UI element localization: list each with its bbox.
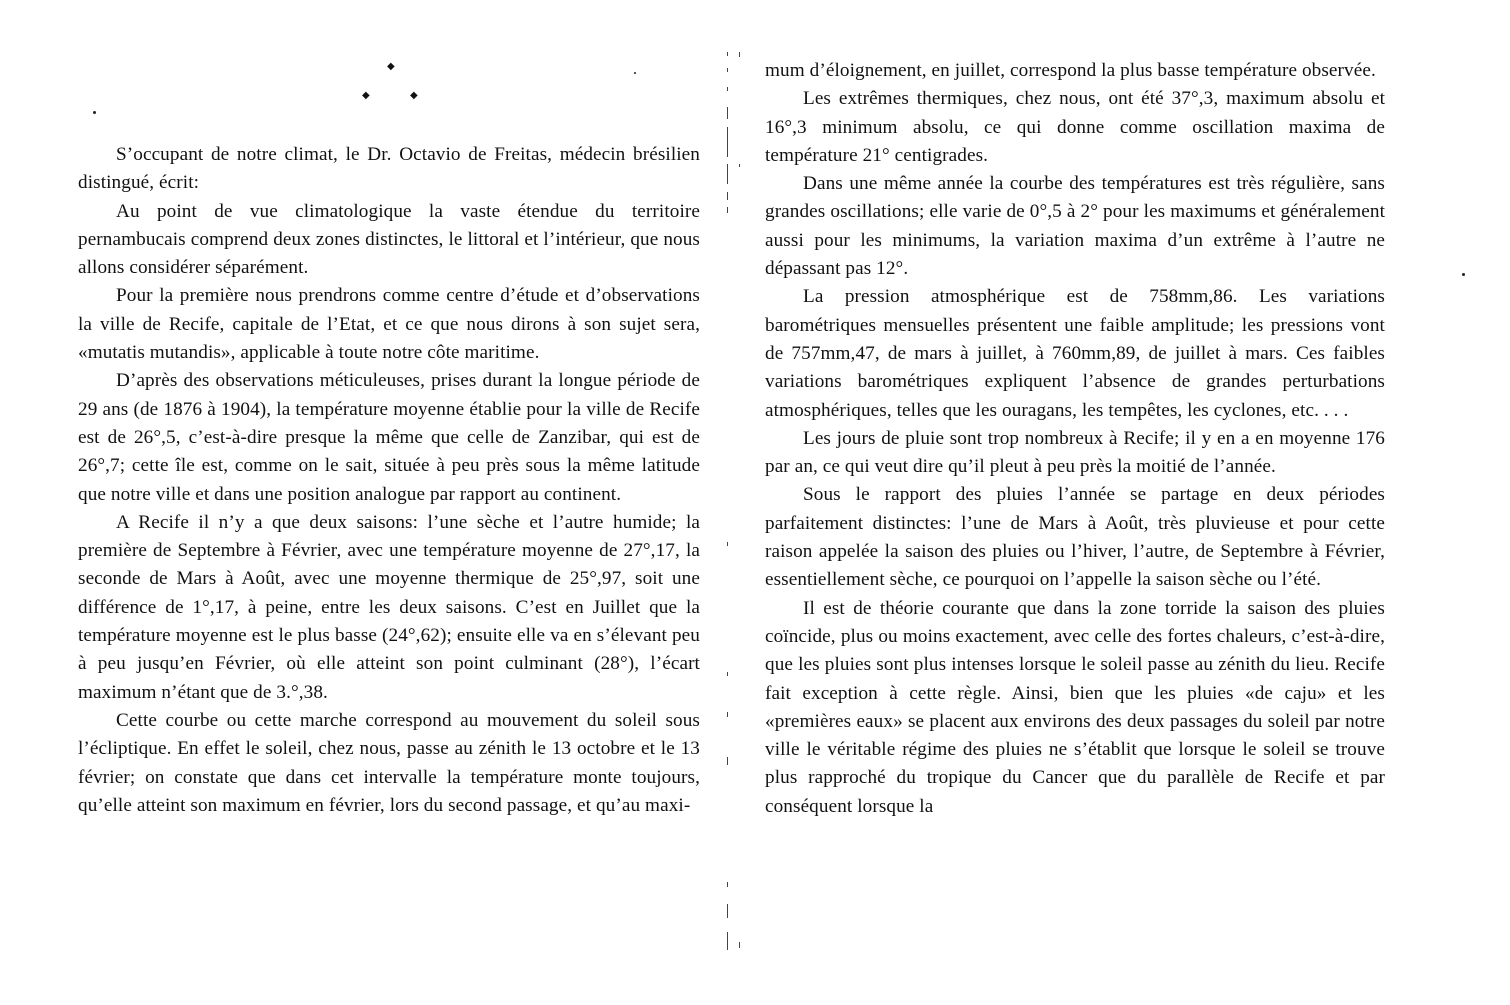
paragraph: Pour la première nous prendrons comme centre d’étude et d’observations la ville de Recife, capitale de l’Etat, et ce que nous dirons à son sujet sera, «mutatis mutandis», applicable à toute notre côte maritime.: [78, 285, 700, 364]
asterism-ornament: [360, 62, 430, 107]
paragraph: Dans une même année la courbe des températures est très régulière, sans grandes oscillations; elle varie de 0°,5 à 2° pour les maximums et généralement aussi pour les minimums, la variation maxima d’un extrême à l’autre ne dépassant pas 12°.: [765, 173, 1385, 280]
paragraph: Au point de vue climatologique la vaste étendue du territoire pernambucais comprend deux zones distinctes, le littoral et l’intérieur, que nous allons considérer séparément.: [78, 200, 700, 279]
asterism-star-icon: ◆: [387, 61, 395, 72]
left-column: [78, 141, 700, 820]
paragraph: Sous le rapport des pluies l’année se partage en deux périodes parfaitement distinctes: l’une de Mars à Août, très pluvieuse et pour cette raison appelée la saison des pluies ou l’hiver, l’autre, de Septembre à Février, essentiellement sèche, ce pourquoi on l’appelle la saison sèche ou l’été.: [765, 484, 1385, 591]
scan-speck: [634, 72, 636, 74]
paragraph: S’occupant de notre climat, le Dr. Octavio de Freitas, médecin brésilien distingué, écrit:: [78, 144, 700, 194]
page-gutter: [725, 52, 745, 962]
paragraph: A Recife il n’y a que deux saisons: l’une sèche et l’autre humide; la première de Septembre à Février, avec une température moyenne de 27°,17, la seconde de Mars à Août, avec une moyenne thermique de 25°,97, soit une différence de 1°,17, à peine, entre les deux saisons. C’est en Juillet que la température moyenne est le plus basse (24°,62); ensuite elle va en s’élevant peu à peu jusqu’en Février, où elle atteint son point culminant (28°), l’écart maximum n’étant que de 3.°,38.: [78, 511, 700, 703]
paragraph: Les extrêmes thermiques, chez nous, ont été 37°,3, maximum absolu et 16°,3 minimum absolu, ce qui donne comme oscillation maxima de température 21° centigrades.: [765, 88, 1385, 166]
paragraph: Cette courbe ou cette marche correspond au mouvement du soleil sous l’écliptique. En effet le soleil, chez nous, passe au zénith le 13 octobre et le 13 février; on constate que dans cet intervalle la température monte toujours, qu’elle atteint son maximum en février, lors du second passage, et qu’au maxi-: [78, 709, 700, 816]
paragraph: La pression atmosphérique est de 758mm,86. Les variations barométriques mensuelles présentent une faible amplitude; les pressions vont de 757mm,47, de mars à juillet, à 760mm,89, de juillet à mars. Ces faibles variations barométriques expliquent l’absence de grandes perturbations atmosphériques, telles que les ouragans, les tempêtes, les cyclones, etc. . . .: [765, 286, 1385, 421]
scan-speck: [1462, 273, 1465, 276]
paragraph: Il est de théorie courante que dans la zone torride la saison des pluies coïncide, plus ou moins exactement, avec celle des fortes chaleurs, c’est-à-dire, que les pluies sont plus intenses lorsque le soleil passe au zénith du lieu. Recife fait exception à cette règle. Ainsi, bien que les pluies «de caju» et les «premières eaux» se placent aux environs des deux passages du soleil par notre ville le véritable régime des pluies ne s’établit que lorsque le soleil se trouve plus rapproché du tropique du Cancer que du parallèle de Recife et par conséquent lorsque la: [765, 597, 1385, 817]
asterism-star-icon: ◆: [362, 90, 370, 101]
paragraph: D’après des observations méticuleuses, prises durant la longue période de 29 ans (de 1876 à 1904), la température moyenne établie pour la ville de Recife est de 26°,5, c’est-à-dire presque la même que celle de Zanzibar, qui est de 26°,7; cette île est, comme on le sait, située à peu près sous la même latitude que notre ville et dans une position analogue par rapport au continent.: [78, 370, 700, 505]
scan-speck: [93, 111, 96, 114]
right-column: [765, 57, 1385, 821]
asterism-star-icon: ◆: [410, 90, 418, 101]
paragraph-continuation: mum d’éloignement, en juillet, correspond la plus basse température observée.: [765, 60, 1376, 81]
paragraph: Les jours de pluie sont trop nombreux à Recife; il y en a en moyenne 176 par an, ce qui veut dire qu’il pleut à peu près la moitié de l’année.: [765, 427, 1385, 478]
